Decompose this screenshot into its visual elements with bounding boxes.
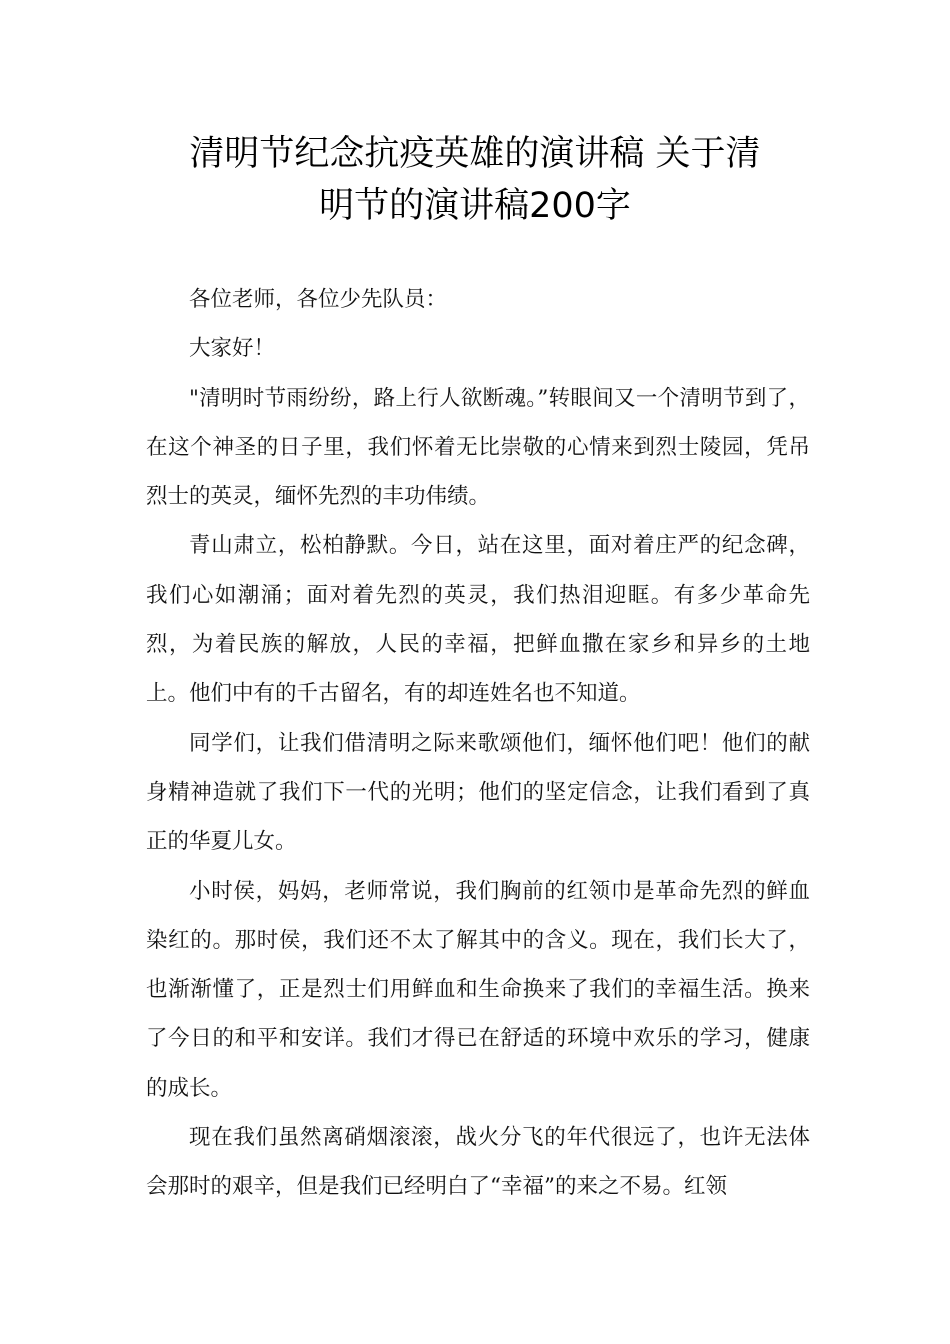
document-body [146, 275, 810, 1212]
title-line-2: 明节的演讲稿200字 [319, 186, 631, 226]
paragraph: 青山肃立，松柏静默。今日，站在这里，面对着庄严的纪念碑，我们心如潮涌；面对着先烈的英灵，我们热泪迎眶。有多少革命先烈，为着民族的解放，人民的幸福，把鲜血撒在家乡和异乡的土地上。他们中有的千古留名，有的却连姓名也不知道。 [146, 533, 810, 707]
paragraph: 小时侯，妈妈，老师常说，我们胸前的红领巾是革命先烈的鲜血染红的。那时侯，我们还不太了解其中的含义。现在，我们长大了，也渐渐懂了，正是烈士们用鲜血和生命换来了我们的幸福生活。换来了今日的和平和安详。我们才得已在舒适的环境中欢乐的学习，健康的成长。 [146, 878, 810, 1101]
paragraph: "清明时节雨纷纷，路上行人欲断魂。”转眼间又一个清明节到了，在这个神圣的日子里，我们怀着无比崇敬的心情来到烈士陵园，凭吊烈士的英灵，缅怀先烈的丰功伟绩。 [146, 385, 810, 510]
title-line-1: 清明节纪念抗疫英雄的演讲稿 关于清 [189, 134, 761, 174]
paragraph: 现在我们虽然离硝烟滚滚，战火分飞的年代很远了，也许无法体会那时的艰辛，但是我们已经明白了“幸福”的来之不易。红领 [146, 1125, 810, 1200]
paragraph-greeting: 大家好！ [189, 336, 276, 362]
document-title [150, 128, 800, 232]
paragraph-salutation: 各位老师，各位少先队员： [189, 287, 448, 312]
paragraph: 同学们，让我们借清明之际来歌颂他们，缅怀他们吧！他们的献身精神造就了我们下一代的光明；他们的坚定信念，让我们看到了真正的华夏儿女。 [146, 730, 810, 855]
